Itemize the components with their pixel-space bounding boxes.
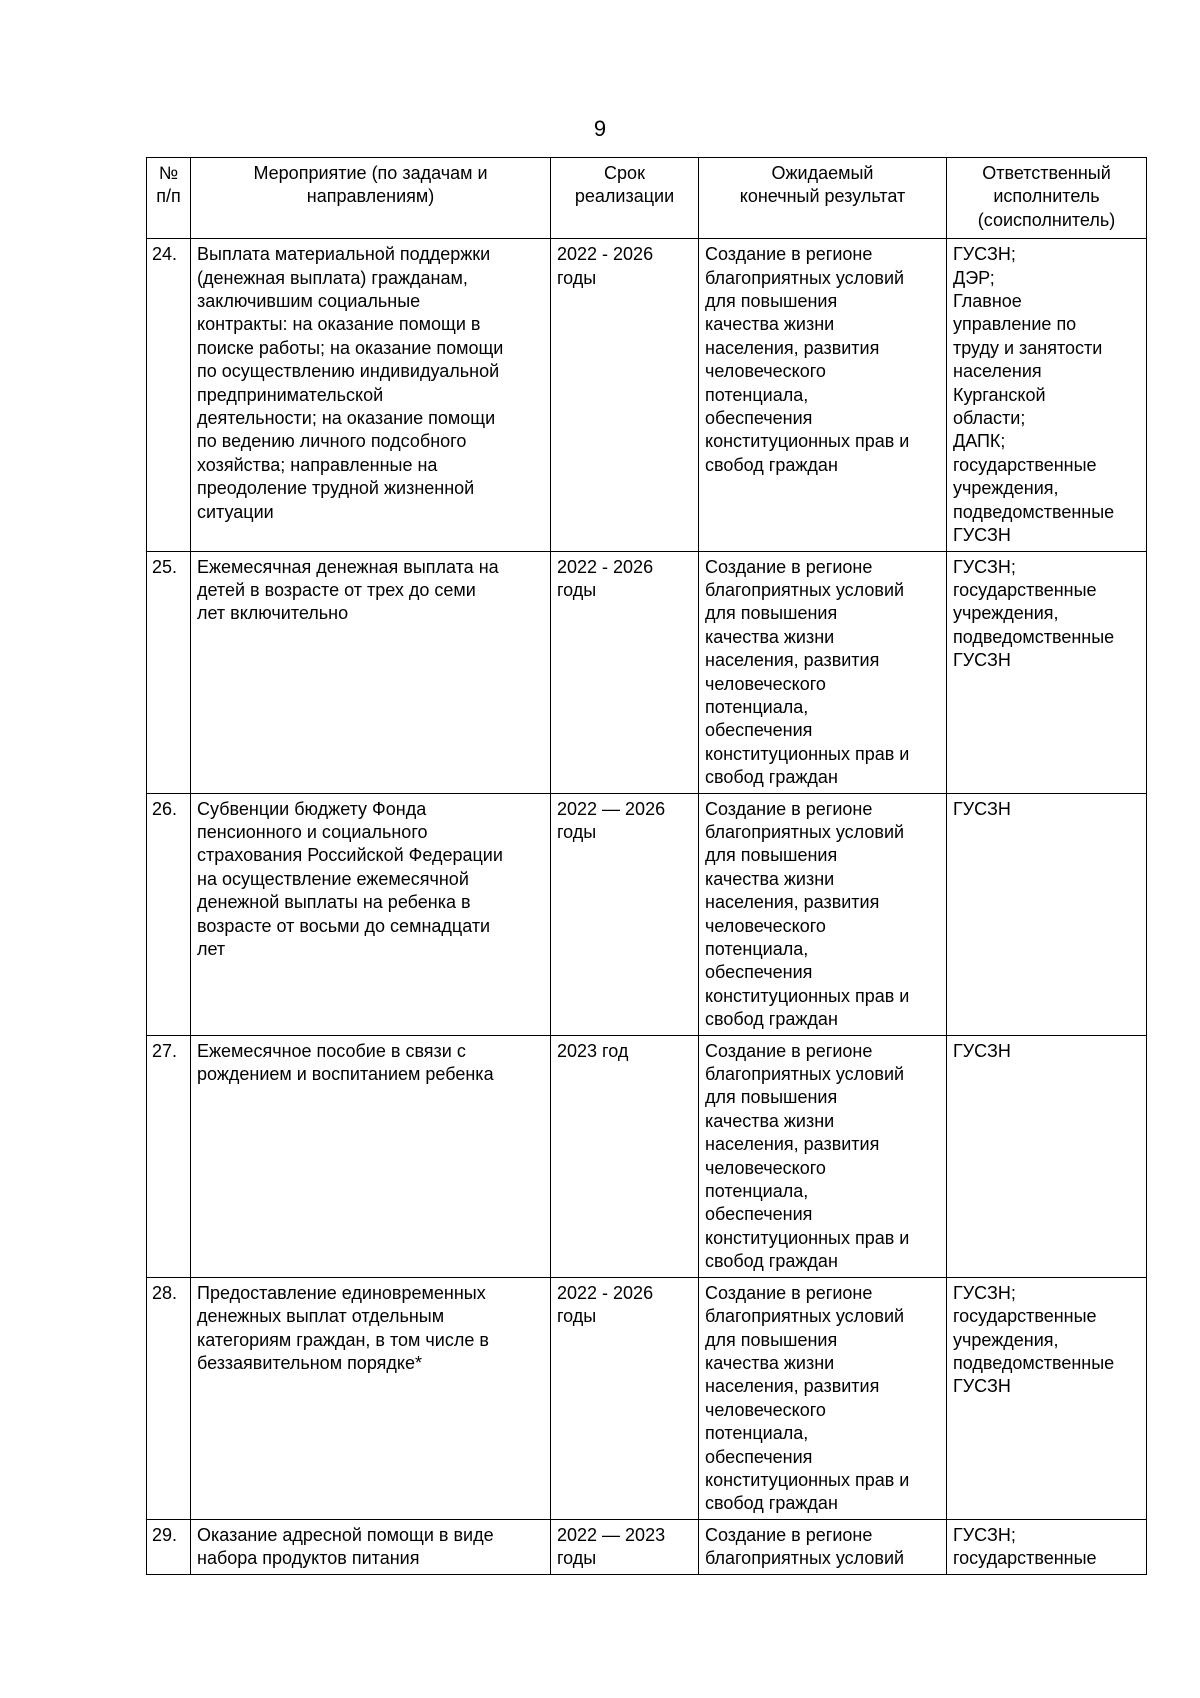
row-number: 27. [147, 1035, 191, 1277]
table-row [147, 239, 1147, 551]
header-result: Ожидаемый конечный результат [699, 158, 947, 239]
table-header-row [147, 158, 1147, 239]
row-term: 2022 — 2023 годы [551, 1519, 699, 1574]
row-term: 2023 год [551, 1035, 699, 1277]
table-row [147, 793, 1147, 1035]
table-row [147, 551, 1147, 793]
table-row [147, 1035, 1147, 1277]
row-term: 2022 - 2026 годы [551, 551, 699, 793]
row-executor: ГУСЗН [947, 793, 1147, 1035]
header-executor: Ответственный исполнитель (соисполнитель) [947, 158, 1147, 239]
row-term: 2022 - 2026 годы [551, 1277, 699, 1519]
row-result: Создание в регионе благоприятных условий для повышения качества жизни населения, развития человеческого потенциала, обеспечения конституционных прав и свобод граждан [699, 239, 947, 551]
header-term: Срок реализации [551, 158, 699, 239]
page-number: 9 [593, 116, 607, 141]
row-term: 2022 — 2026 годы [551, 793, 699, 1035]
row-measure: Оказание адресной помощи в виде набора продуктов питания [191, 1519, 551, 1574]
row-result: Создание в регионе благоприятных условий для повышения качества жизни населения, развития человеческого потенциала, обеспечения конституционных прав и свобод граждан [699, 1277, 947, 1519]
row-measure: Предоставление единовременных денежных выплат отдельным категориям граждан, в том числе в беззаявительном порядке* [191, 1277, 551, 1519]
measures-table [146, 157, 1147, 1575]
row-result: Создание в регионе благоприятных условий [699, 1519, 947, 1574]
row-term: 2022 - 2026 годы [551, 239, 699, 551]
row-executor: ГУСЗН; государственные учреждения, подведомственные ГУСЗН [947, 551, 1147, 793]
row-executor: ГУСЗН; государственные учреждения, подведомственные ГУСЗН [947, 1277, 1147, 1519]
table-row [147, 1277, 1147, 1519]
row-executor: ГУСЗН [947, 1035, 1147, 1277]
row-number: 29. [147, 1519, 191, 1574]
row-executor: ГУСЗН; ДЭР; Главное управление по труду и занятости населения Курганской области; ДАПК; государственные учреждения, подведомственные ГУСЗН [947, 239, 1147, 551]
table-row [147, 1519, 1147, 1574]
row-measure: Субвенции бюджету Фонда пенсионного и социального страхования Российской Федерации на осуществление ежемесячной денежной выплаты на ребенка в возрасте от восьми до семнадцати лет [191, 793, 551, 1035]
header-measure: Мероприятие (по задачам и направлениям) [191, 158, 551, 239]
row-measure: Ежемесячное пособие в связи с рождением и воспитанием ребенка [191, 1035, 551, 1277]
row-executor: ГУСЗН; государственные [947, 1519, 1147, 1574]
header-number: № п/п [147, 158, 191, 239]
row-number: 28. [147, 1277, 191, 1519]
row-measure: Выплата материальной поддержки (денежная выплата) гражданам, заключившим социальные контракты: на оказание помощи в поиске работы; на оказание помощи по осуществлению индивидуальной предпринимательской деятельности; на оказание помощи по ведению личного подсобного хозяйства; направленные на преодоление трудной жизненной ситуации [191, 239, 551, 551]
row-number: 26. [147, 793, 191, 1035]
row-number: 24. [147, 239, 191, 551]
row-result: Создание в регионе благоприятных условий для повышения качества жизни населения, развития человеческого потенциала, обеспечения конституционных прав и свобод граждан [699, 1035, 947, 1277]
row-result: Создание в регионе благоприятных условий для повышения качества жизни населения, развития человеческого потенциала, обеспечения конституционных прав и свобод граждан [699, 551, 947, 793]
row-number: 25. [147, 551, 191, 793]
row-result: Создание в регионе благоприятных условий для повышения качества жизни населения, развития человеческого потенциала, обеспечения конституционных прав и свобод граждан [699, 793, 947, 1035]
row-measure: Ежемесячная денежная выплата на детей в возрасте от трех до семи лет включительно [191, 551, 551, 793]
